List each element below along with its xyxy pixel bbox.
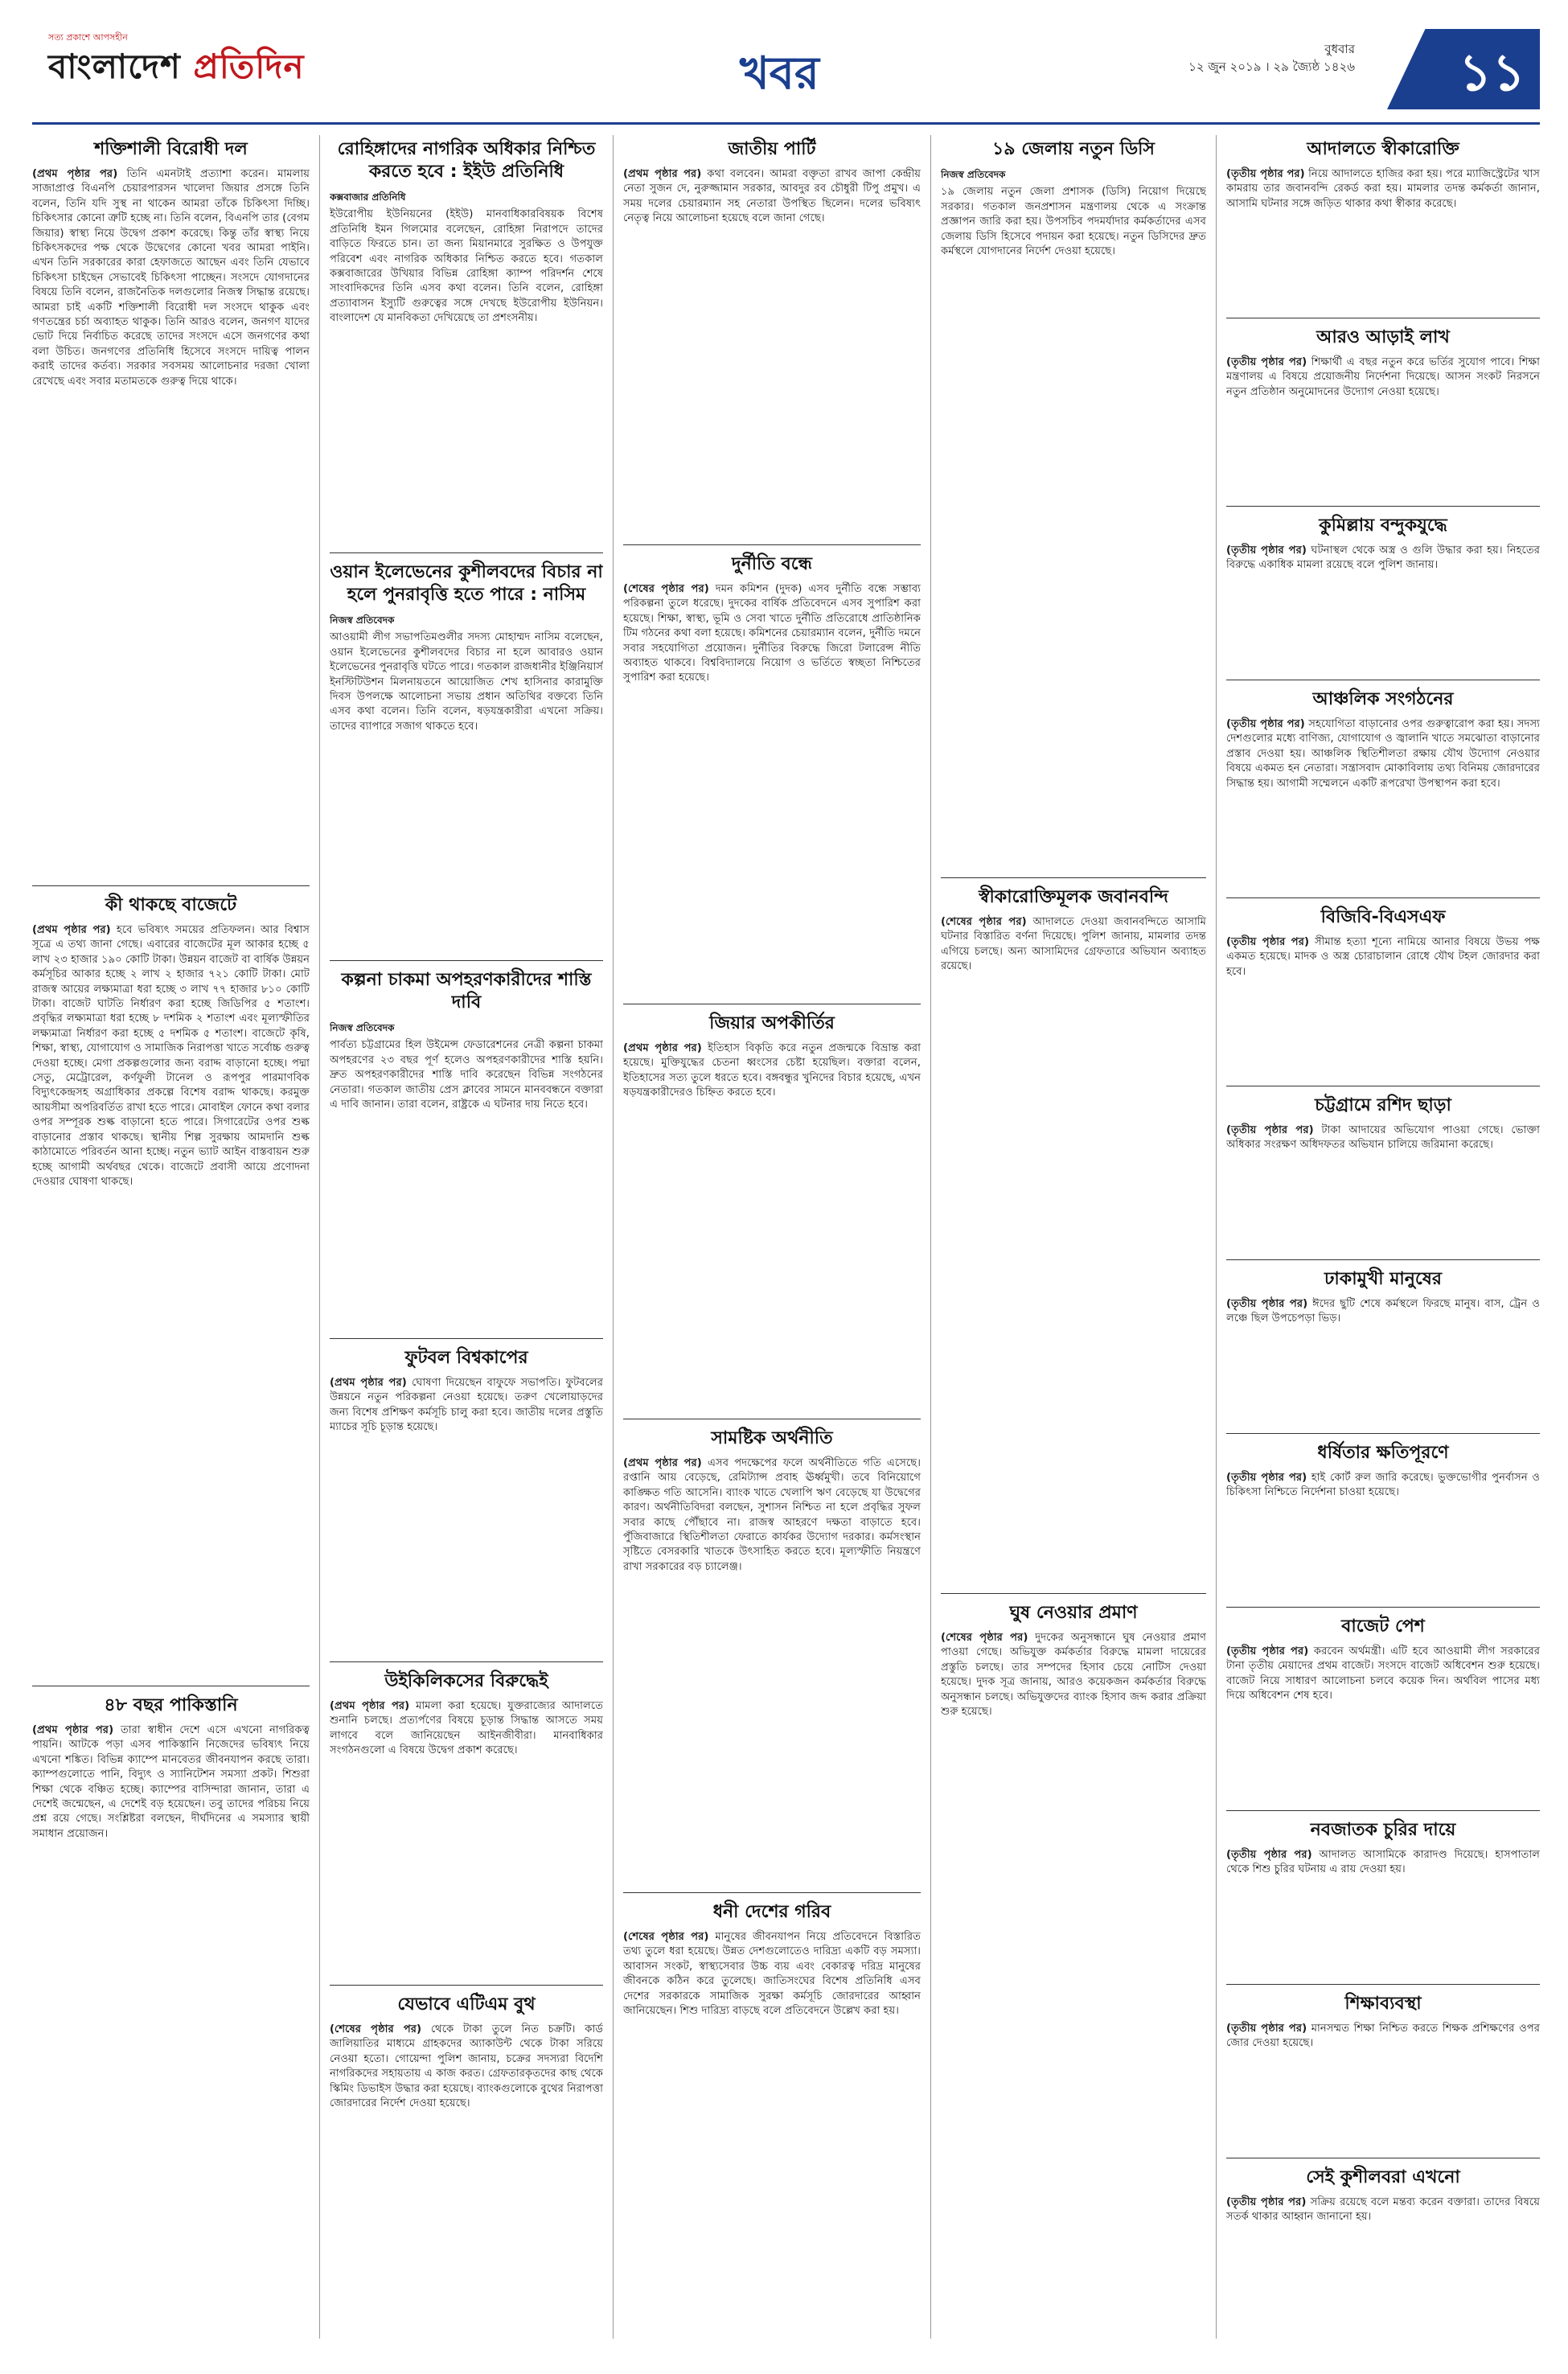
article-text: তিনি এমনটাই প্রত্যাশা করেন। মামলায় সাজাপ্রাপ্ত বিএনপি চেয়ারপারসন খালেদা জিয়ার প্রসঙ্গে তিনি বলেন, তিনি যদি সুস্থ না থাকেন আমরা তাঁকে চিকিৎসা দিচ্ছি। চিকিৎসার কোনো ত্রুটি হচ্ছে না। তিনি বলেন, বিএনপি তার (বেগম জিয়ার) স্বাস্থ্য নিয়ে উদ্বেগ প্রকাশ করেছে। কিন্তু তাঁর স্বাস্থ্য নিয়ে চিকিৎসকদের পক্ষ থেকে উদ্বেগের কোনো খবর আমরা পাইনি। এখন তিনি সরকারের কারা হেফাজতে আছেন এবং তিনি যেভাবে চিকিৎসা চাইছেন সেভাবেই চিকিৎসা পাচ্ছেন। সংসদে যোগদানের বিষয়ে তিনি বলেন, রাজনৈতিক দলগুলোর নিজস্ব সিদ্ধান্ত রয়েছে। আমরা চাই একটি শক্তিশালী বিরোধী দল সংসদে থাকুক এবং গণতন্ত্রের চর্চা অব্যাহত থাকুক। তিনি আরও বলেন, জনগণ যাদের ভোট দিয়ে নির্বাচিত করেছে তাদের সংসদে এসে জনগণের কথা বলা উচিত। জনগণের প্রতিনিধি হিসেবে সংসদে দায়িত্ব পালন করাই তাদের কর্তব্য। সরকার সবসময় আলোচনার দরজা খোলা রেখেছে এবং সবার মতামতকে গুরুত্ব দিয়ে থাকে।	[32, 168, 310, 388]
article-body	[330, 630, 603, 734]
article-text: মানসম্মত শিক্ষা নিশ্চিত করতে শিক্ষক প্রশিক্ষণের ওপর জোর দেওয়া হয়েছে।	[1226, 2023, 1540, 2050]
article-text: হাই কোর্ট রুল জারি করেছে। ভুক্তভোগীর পুনর্বাসন ও চিকিৎসা নিশ্চিতে নির্দেশনা চাওয়া হয়েছে।	[1226, 1472, 1540, 1499]
article-lead: (তৃতীয় পৃষ্ঠার পর)	[1226, 544, 1307, 557]
article	[330, 552, 603, 949]
article-text: দুদকের অনুসন্ধানে ঘুষ নেওয়ার প্রমাণ পাওয়া গেছে। অভিযুক্ত কর্মকর্তার বিরুদ্ধে মামলা দায়েরের প্রস্তুতি চলছে। তার সম্পদের হিসাব চেয়ে নোটিস দেওয়া হয়েছে। দুদক সূত্র জানায়, আরও কয়েকজন কর্মকর্তার বিরুদ্ধে অনুসন্ধান চলছে। অভিযুক্তদের ব্যাংক হিসাব জব্দ করার প্রক্রিয়া শুরু হয়েছে।	[941, 1632, 1206, 1719]
article	[330, 1338, 603, 1650]
article-body	[623, 167, 921, 227]
column-2	[330, 135, 603, 2339]
article-headline[interactable]: জাতীয় পার্টি	[728, 139, 816, 159]
article-headline[interactable]: সেই কুশীলবরা এখনো	[1306, 2167, 1460, 2187]
column-4	[941, 135, 1206, 2339]
article-text: মামলা করা হয়েছে। যুক্তরাজ্যের আদালতে শুনানি চলছে। প্রত্যর্পণের বিষয়ে চূড়ান্ত সিদ্ধান্ত আসতে সময় লাগবে বলে জানিয়েছেন আইনজীবীরা। মানবাধিকার সংগঠনগুলো এ বিষয়ে উদ্বেগ প্রকাশ করেছে।	[330, 1700, 603, 1757]
date: ১২ জুন ২০১৯ । ২৯ জ্যৈষ্ঠ ১৪২৬	[1188, 60, 1355, 74]
article-text: তারা স্বাধীন দেশে এসে এখনো নাগরিকত্ব পায়নি। আটকে পড়া এসব পাকিস্তানি নিজেদের ভবিষ্যৎ নিয়ে এখনো শঙ্কিত। বিভিন্ন ক্যাম্পে মানবেতর জীবনযাপন করছে তারা। ক্যাম্পগুলোতে পানি, বিদ্যুৎ ও স্যানিটেশন সমস্যা প্রকট। শিশুরা শিক্ষা থেকে বঞ্চিত হচ্ছে। ক্যাম্পের বাসিন্দারা জানান, তারা এ দেশেই জন্মেছেন, এ দেশেই বড় হয়েছেন। তবু তাদের পরিচয় নিয়ে প্রশ্ন রয়ে গেছে। সংশ্লিষ্টরা বলছেন, দীর্ঘদিনের এ সমস্যার স্থায়ী সমাধান প্রয়োজন।	[32, 1724, 310, 1840]
column-divider	[930, 135, 931, 2339]
article-body	[623, 1930, 921, 2019]
article-body	[941, 915, 1206, 975]
newspaper-logo[interactable]	[48, 40, 305, 97]
article-text: করবেন অর্থমন্ত্রী। এটি হবে আওয়ামী লীগ সরকারের টানা তৃতীয় মেয়াদের প্রথম বাজেট। সংসদে বাজেট অধিবেশন শুরু হয়েছে। বাজেট নিয়ে সাধারণ আলোচনা চলবে কয়েক দিন। অর্থবিল পাসের মধ্য দিয়ে অধিবেশন শেষ হবে।	[1226, 1645, 1540, 1702]
article	[1226, 1259, 1540, 1422]
article-body	[1226, 355, 1540, 400]
column-divider	[319, 135, 320, 2339]
article	[941, 135, 1206, 866]
article-headline[interactable]: ফুটবল বিশ্বকাপের	[404, 1348, 528, 1368]
article	[623, 1004, 921, 1407]
article	[1226, 1810, 1540, 1973]
article	[623, 1419, 921, 1881]
article	[623, 544, 921, 992]
article-lead: (তৃতীয় পৃষ্ঠার পর)	[1226, 1298, 1308, 1310]
article-text: টাকা আদায়ের অভিযোগ পাওয়া গেছে। ভোক্তা অধিকার সংরক্ষণ অধিদফতর অভিযান চালিয়ে জরিমানা করেছে।	[1226, 1124, 1540, 1152]
article-body	[1226, 2022, 1540, 2052]
article	[32, 1686, 310, 2327]
article-text: দমন কমিশন (দুদক) এসব দুর্নীতি বন্ধে সম্ভাব্য পরিকল্পনা তুলে ধরেছে। দুদকের বার্ষিক প্রতিবেদনে এসব সুপারিশ করা হয়েছে। শিক্ষা, স্বাস্থ্য, ভূমি ও সেবা খাতে দুর্নীতি প্রতিরোধে প্রাতিষ্ঠানিক টিম গঠনের কথা বলা হয়েছে। কমিশনের চেয়ারম্যান বলেন, দুর্নীতি দমনে সবার সহযোগিতা প্রয়োজন। দুর্নীতির বিরুদ্ধে জিরো টলারেন্স নীতি অব্যাহত থাকবে। বিশ্ববিদ্যালয়ে নিয়োগ ও ভর্তিতে স্বচ্ছতা নিশ্চিতের সুপারিশ করা হয়েছে।	[623, 583, 921, 684]
article-headline[interactable]: উইকিলিকসের বিরুদ্ধেই	[384, 1671, 548, 1691]
article-lead: (তৃতীয় পৃষ্ঠার পর)	[1226, 1645, 1309, 1657]
article-text: হবে ভবিষ্যৎ সময়ের প্রতিফলন। আর বিশ্বাস সূত্রে এ তথ্য জানা গেছে। এবারের বাজেটের মূল আকার হচ্ছে ৫ লাখ ২৩ হাজার ১৯০ কোটি টাকা। উন্নয়ন বাজেট বা বার্ষিক উন্নয়ন কর্মসূচির আকার হচ্ছে ২ লাখ ২ হাজার ৭২১ কোটি টাকা। মোট রাজস্ব আয়ের লক্ষ্যমাত্রা ধরা হচ্ছে ৩ লাখ ৭৭ হাজার ৮১০ কোটি টাকা। বাজেট ঘাটতি নির্ধারণ করা হচ্ছে জিডিপির ৫ শতাংশ। প্রবৃদ্ধির লক্ষ্যমাত্রা ধরা হচ্ছে ৮ দশমিক ২ শতাংশ এবং মূল্যস্ফীতির লক্ষ্যমাত্রা নির্ধারণ করা হচ্ছে ৫ দশমিক ৫ শতাংশ। বাজেটে কৃষি, শিক্ষা, স্বাস্থ্য, যোগাযোগ ও সামাজিক নিরাপত্তা খাতে সর্বোচ্চ গুরুত্ব দেওয়া হচ্ছে। মেগা প্রকল্পগুলোর জন্য বরাদ্দ বাড়ানো হচ্ছে। পদ্মা সেতু, মেট্রোরেল, কর্ণফুলী টানেল ও রূপপুর পারমাণবিক বিদ্যুৎকেন্দ্রসহ অগ্রাধিকার প্রকল্পে বিশেষ বরাদ্দ থাকছে। করমুক্ত আয়সীমা অপরিবর্তিত রাখা হতে পারে। মোবাইল ফোনে কথা বলার ওপর সম্পূরক শুল্ক বাড়ানো হতে পারে। সিগারেটের ওপর শুল্ক বাড়ানোর প্রস্তাব থাকছে। স্থানীয় শিল্প সুরক্ষায় আমদানি শুল্ক কাঠামোতে পরিবর্তন আনা হচ্ছে। নতুন ভ্যাট আইন বাস্তবায়ন শুরু হচ্ছে আগামী অর্থবছর থেকে। বাজেটে প্রবাসী আয়ে প্রণোদনা দেওয়ার ঘোষণা থাকছে।	[32, 924, 310, 1188]
article-headline[interactable]: আঞ্চলিক সংগঠনের	[1312, 689, 1454, 709]
article-lead: (প্রথম পৃষ্ঠার পর)	[32, 1724, 114, 1736]
article-text: আদালত আসামিকে কারাদণ্ড দিয়েছে। হাসপাতাল থেকে শিশু চুরির ঘটনায় এ রায় দেওয়া হয়।	[1226, 1849, 1540, 1876]
article	[941, 877, 1206, 1582]
article-headline[interactable]: ধনী দেশের গরিব	[712, 1902, 831, 1922]
article-byline: নিজস্ব প্রতিবেদক	[941, 169, 1006, 180]
article-body	[1226, 717, 1540, 791]
article-text: সহযোগিতা বাড়ানোর ওপর গুরুত্বারোপ করা হয়। সদস্য দেশগুলোর মধ্যে বাণিজ্য, যোগাযোগ ও জ্বালানি খাতে সমঝোতা বাড়ানোর প্রস্তাব দেওয়া হয়। আঞ্চলিক স্থিতিশীলতা রক্ষায় যৌথ উদ্যোগ নেওয়ার বিষয়ে একমত হন নেতারা। সন্ত্রাসবাদ মোকাবিলায় তথ্য বিনিময় জোরদারের সিদ্ধান্ত হয়। আগামী সম্মেলনে একটি রূপরেখা উপস্থাপন করা হবে।	[1226, 718, 1540, 790]
article-headline[interactable]: শিক্ষাব্যবস্থা	[1344, 1994, 1422, 2014]
article-lead: (প্রথম পৃষ্ঠার পর)	[32, 924, 111, 936]
article-headline[interactable]: স্বীকারোক্তিমূলক জবানবন্দি	[979, 887, 1168, 907]
column-1	[32, 135, 310, 2339]
page-number: ১১	[1458, 43, 1525, 103]
article-body	[1226, 1848, 1540, 1878]
column-divider	[1216, 135, 1217, 2339]
article-lead: (প্রথম পৃষ্ঠার পর)	[330, 1377, 407, 1389]
article-body	[330, 1376, 603, 1435]
masthead-rule	[32, 122, 1540, 125]
article-body	[623, 1041, 921, 1101]
article	[1226, 1607, 1540, 1799]
article	[1226, 2158, 1540, 2320]
article-body	[330, 2023, 603, 2111]
article-lead: (শেষের পৃষ্ঠার পর)	[623, 583, 709, 595]
article-text: এসব পদক্ষেপের ফলে অর্থনীতিতে গতি এসেছে। রপ্তানি আয় বেড়েছে, রেমিট্যান্স প্রবাহ ঊর্ধ্বমুখী। তবে বিনিয়োগে কাঙ্ক্ষিত গতি আসেনি। ব্যাংক খাতে খেলাপি ঋণ বেড়েছে যা উদ্বেগের কারণ। অর্থনীতিবিদরা বলছেন, সুশাসন নিশ্চিত না হলে প্রবৃদ্ধির সুফল সবার কাছে পৌঁছাবে না। রাজস্ব আহরণে দক্ষতা বাড়াতে হবে। পুঁজিবাজারে স্থিতিশীলতা ফেরাতে কার্যকর উদ্যোগ দরকার। কর্মসংস্থান সৃষ্টিতে বেসরকারি খাতকে উৎসাহিত করতে হবে। মূল্যস্ফীতি নিয়ন্ত্রণে রাখা সরকারের বড় চ্যালেঞ্জ।	[623, 1457, 921, 1573]
logo-tagline: সত্য প্রকাশে আপসহীন	[48, 32, 128, 43]
article-body	[32, 923, 310, 1189]
article-byline: নিজস্ব প্রতিবেদক	[330, 614, 395, 626]
article	[941, 1593, 1206, 2327]
article-body	[1226, 1645, 1540, 1704]
article-lead: (প্রথম পৃষ্ঠার পর)	[330, 1700, 410, 1712]
article	[330, 960, 603, 1327]
article-lead: (শেষের পৃষ্ঠার পর)	[941, 1632, 1028, 1644]
article-headline[interactable]: ঘুষ নেওয়ার প্রমাণ	[1009, 1603, 1138, 1623]
weekday: বুধবার	[1324, 42, 1355, 56]
article-body	[330, 1038, 603, 1112]
article-lead: (প্রথম পৃষ্ঠার পর)	[623, 1457, 702, 1469]
article-body	[1226, 1471, 1540, 1501]
article-text: ইতিহাস বিকৃতি করে নতুন প্রজন্মকে বিভ্রান্ত করা হয়েছে। মুক্তিযুদ্ধের চেতনা ধ্বংসের চেষ্টা হয়েছিল। বক্তারা বলেন, ইতিহাসের সত্য তুলে ধরতে হবে। বঙ্গবন্ধুর খুনিদের বিচার হয়েছে, এখন ষড়যন্ত্রকারীদেরও চিহ্নিত করতে হবে।	[623, 1042, 921, 1099]
article-body	[1226, 2195, 1540, 2225]
article	[1226, 897, 1540, 1074]
article-headline[interactable]: ধর্ষিতার ক্ষতিপূরণে	[1317, 1443, 1449, 1463]
article-lead: (তৃতীয় পৃষ্ঠার পর)	[1226, 1124, 1314, 1136]
article-body	[941, 1631, 1206, 1719]
article-body	[330, 207, 603, 326]
dateline	[1188, 40, 1355, 76]
masthead	[32, 23, 1540, 119]
article-headline[interactable]: ১৯ জেলায় নতুন ডিসি	[992, 139, 1155, 159]
article-lead: (তৃতীয় পৃষ্ঠার পর)	[1226, 1472, 1307, 1484]
article-headline[interactable]: বিজিবি-বিএসএফ	[1320, 907, 1446, 927]
article-lead: (তৃতীয় পৃষ্ঠার পর)	[1226, 2023, 1307, 2035]
article-headline[interactable]: শক্তিশালী বিরোধী দল	[94, 139, 248, 159]
article-text: ঘটনাস্থল থেকে অস্ত্র ও গুলি উদ্ধার করা হয়। নিহতের বিরুদ্ধে একাধিক মামলা রয়েছে বলে পুলিশ জানায়।	[1226, 544, 1540, 572]
article-text: কথা বলবেন। আমরা বক্তৃতা রাখব জাপা কেন্দ্রীয় নেতা সুজন দে, নুরুজ্জামান সরকার, আবদুর রব চৌধুরী টিপু প্রমুখ। এ সময় দলের চেয়ারম্যান সহ নেতারা উপস্থিত ছিলেন। দলের ভবিষ্যৎ নেতৃত্ব নিয়ে আলোচনা হয়েছে বলে জানা গেছে।	[623, 168, 921, 225]
article-text: সক্রিয় রয়েছে বলে মন্তব্য করেন বক্তারা। তাদের বিষয়ে সতর্ক থাকার আহ্বান জানানো হয়।	[1226, 2196, 1540, 2224]
article-text: সীমান্ত হত্যা শূন্যে নামিয়ে আনার বিষয়ে উভয় পক্ষ একমত হয়েছে। মাদক ও অস্ত্র চোরাচালান রোধে যৌথ টহল জোরদার করা হবে।	[1226, 936, 1540, 978]
column-5	[1226, 135, 1540, 2339]
article-body	[32, 1723, 310, 1842]
article-headline[interactable]: কল্পনা চাকমা অপহরণকারীদের শাস্তি দাবি	[341, 970, 592, 1012]
article-lead: (প্রথম পৃষ্ঠার পর)	[32, 168, 118, 180]
article-headline[interactable]: সামষ্টিক অর্থনীতি	[711, 1428, 833, 1448]
column-divider	[613, 135, 614, 2339]
article-lead: (প্রথম পৃষ্ঠার পর)	[623, 1042, 702, 1054]
article	[1226, 318, 1540, 495]
article-text: আওয়ামী লীগ সভাপতিমণ্ডলীর সদস্য মোহাম্মদ নাসিম বলেছেন, ওয়ান ইলেভেনের কুশীলবদের বিচার না হলে আবারও ওয়ান ইলেভেনের পুনরাবৃত্তি ঘটতে পারে। গতকাল রাজধানীর ইঞ্জিনিয়ার্স ইনস্টিটিউশন মিলনায়তনে আয়োজিত শেখ হাসিনার কারামুক্তি দিবস উপলক্ষে আলোচনা সভায় প্রধান অতিথির বক্তব্যে তিনি এসব কথা বলেন। তিনি বলেন, ষড়যন্ত্রকারীরা এখনো সক্রিয়। তাদের ব্যাপারে সজাগ থাকতে হবে।	[330, 631, 603, 733]
article-headline[interactable]: জিয়ার অপকীর্তির	[709, 1013, 835, 1033]
logo-part2: প্রতিদিন	[193, 47, 305, 86]
article-lead: (শেষের পৃষ্ঠার পর)	[623, 1931, 709, 1943]
article-body	[941, 185, 1206, 259]
article-text: পার্বত্য চট্টগ্রামের হিল উইমেন্স ফেডারেশনের নেত্রী কল্পনা চাকমা অপহরণের ২৩ বছর পূর্ণ হলেও অপহরণকারীদের শাস্তি হয়নি। দ্রুত অপহরণকারীদের শাস্তি দাবি করেছেন বিভিন্ন সংগঠনের নেতারা। গতকাল জাতীয় প্রেস ক্লাবের সামনে মানববন্ধনে বক্তারা এ দাবি জানান। তারা বলেন, রাষ্ট্রকে এ ঘটনার দায় নিতে হবে।	[330, 1039, 603, 1111]
article	[1226, 506, 1540, 668]
article-headline[interactable]: কুমিল্লায় বন্দুকযুদ্ধে	[1319, 515, 1447, 536]
article-headline[interactable]: কী থাকছে বাজেটে	[105, 895, 237, 915]
article-body	[1226, 167, 1540, 212]
article-lead: (প্রথম পৃষ্ঠার পর)	[623, 168, 702, 180]
article-text: ১৯ জেলায় নতুন জেলা প্রশাসক (ডিসি) নিয়োগ দিয়েছে সরকার। গতকাল জনপ্রশাসন মন্ত্রণালয় থেকে এ সংক্রান্ত প্রজ্ঞাপন জারি করা হয়। উপসচিব পদমর্যাদার কর্মকর্তাদের এসব জেলায় ডিসি হিসেবে পদায়ন করা হয়েছে। নতুন ডিসিদের দ্রুত কর্মস্থলে যোগদানের নির্দেশ দেওয়া হয়েছে।	[941, 186, 1206, 258]
article-headline[interactable]: আরও আড়াই লাখ	[1316, 327, 1450, 347]
article-body	[1226, 935, 1540, 980]
article-lead: (তৃতীয় পৃষ্ঠার পর)	[1226, 718, 1305, 730]
article-body	[330, 1699, 603, 1759]
article	[1226, 680, 1540, 886]
article-byline: কক্সবাজার প্রতিনিধি	[330, 191, 406, 203]
article-text: থেকে টাকা তুলে নিত চক্রটি। কার্ড জালিয়াতির মাধ্যমে গ্রাহকদের অ্যাকাউন্ট থেকে টাকা সরিয়ে নেওয়া হতো। গোয়েন্দা পুলিশ জানায়, চক্রের সদস্যরা বিদেশি নাগরিকদের সহায়তায় এ কাজ করত। গ্রেফতারকৃতদের কাছ থেকে স্কিমিং ডিভাইস উদ্ধার করা হয়েছে। ব্যাংকগুলোকে বুথের নিরাপত্তা জোরদারের নির্দেশ দেওয়া হয়েছে।	[330, 2023, 603, 2110]
article-headline[interactable]: ৪৮ বছর পাকিস্তানি	[104, 1695, 238, 1715]
article-headline[interactable]: আদালতে স্বীকারোক্তি	[1307, 139, 1459, 159]
column-3	[623, 135, 921, 2339]
article-body	[32, 167, 310, 389]
article	[1226, 1984, 1540, 2146]
article	[623, 1892, 921, 2325]
article-text: শিক্ষার্থী এ বছর নতুন করে ভর্তির সুযোগ পাবে। শিক্ষা মন্ত্রণালয় এ বিষয়ে প্রয়োজনীয় নির্দেশনা দিয়েছে। আসন সংকট নিরসনে নতুন প্রতিষ্ঠান অনুমোদনের উদ্যোগ নেওয়া হয়েছে।	[1226, 356, 1540, 398]
logo-part1: বাংলাদেশ	[48, 47, 194, 86]
article-text: আদালতে দেওয়া জবানবন্দিতে আসামি ঘটনার বিস্তারিত বর্ণনা দিয়েছে। পুলিশ জানায়, মামলার তদন্ত এগিয়ে চলছে। অন্য আসামিদের গ্রেফতারে অভিযান অব্যাহত রয়েছে।	[941, 916, 1206, 973]
article-body	[1226, 544, 1540, 573]
article-lead: (শেষের পৃষ্ঠার পর)	[941, 916, 1027, 928]
article	[330, 135, 603, 541]
article-headline[interactable]: যেভাবে এটিএম বুথ	[397, 1994, 536, 2015]
article-body	[1226, 1123, 1540, 1153]
article	[32, 885, 310, 1674]
article-headline[interactable]: ওয়ান ইলেভেনের কুশীলবদের বিচার না হলে পুনরাবৃত্তি হতে পারে : নাসিম	[330, 562, 603, 605]
article	[32, 135, 310, 874]
article-body	[1226, 1297, 1540, 1327]
article-text: ঘোষণা দিয়েছেন বাফুফে সভাপতি। ফুটবলের উন্নয়নে নতুন পরিকল্পনা নেওয়া হয়েছে। তরুণ খেলোয়াড়দের জন্য বিশেষ প্রশিক্ষণ কর্মসূচি চালু করা হবে। জাতীয় দলের প্রস্তুতি ম্যাচের সূচি চূড়ান্ত হয়েছে।	[330, 1377, 603, 1434]
article	[330, 1661, 603, 1974]
article-body	[623, 1456, 921, 1575]
article-lead: (শেষের পৃষ্ঠার পর)	[330, 2023, 422, 2035]
article	[1226, 1086, 1540, 1248]
article-text: ইউরোপীয় ইউনিয়নের (ইইউ) মানবাধিকারবিষয়ক বিশেষ প্রতিনিধি ইমন গিলমোর বলেছেন, রোহিঙ্গা নিরাপদে তাদের বাড়িতে ফিরতে চান। তা জন্য মিয়ানমারে সুরক্ষিত ও উপযুক্ত পরিবেশ এবং নাগরিক অধিকার নিশ্চিত করতে হবে। গতকাল কক্সবাজারের উখিয়ার বিভিন্ন রোহিঙ্গা ক্যাম্প পরিদর্শন শেষে সাংবাদিকদের তিনি এসব কথা বলেন। তিনি বলেন, রোহিঙ্গা প্রত্যাবাসন ইস্যুটি গুরুত্বের সঙ্গে দেখছে ইউরোপীয় ইউনিয়ন। বাংলাদেশ যে মানবিকতা দেখিয়েছে তা প্রশংসনীয়।	[330, 208, 603, 325]
article-headline[interactable]: দুর্নীতি বন্ধে	[732, 554, 812, 574]
article	[1226, 135, 1540, 306]
article	[1226, 1433, 1540, 1596]
article-text: ঈদের ছুটি শেষে কর্মস্থলে ফিরছে মানুষ। বাস, ট্রেন ও লঞ্চে ছিল উপচেপড়া ভিড়।	[1226, 1298, 1540, 1325]
article-lead: (তৃতীয় পৃষ্ঠার পর)	[1226, 1849, 1312, 1861]
article-headline[interactable]: বাজেট পেশ	[1341, 1616, 1425, 1637]
article	[330, 1985, 603, 2326]
article-text: মানুষের জীবনযাপন নিয়ে প্রতিবেদনে বিস্তারিত তথ্য তুলে ধরা হয়েছে। উন্নত দেশগুলোতেও দারিদ্র্য একটি বড় সমস্যা। আবাসন সংকট, স্বাস্থ্যসেবার উচ্চ ব্যয় এবং বেকারত্ব দরিদ্র মানুষের জীবনকে কঠিন করে তুলেছে। জাতিসংঘের বিশেষ প্রতিনিধি এসব দেশের সরকারকে সামাজিক সুরক্ষা কর্মসূচি জোরদারের আহ্বান জানিয়েছেন। শিশু দারিদ্র্য বাড়ছে বলে প্রতিবেদনে উল্লেখ করা হয়।	[623, 1931, 921, 2018]
article-byline: নিজস্ব প্রতিবেদক	[330, 1022, 395, 1033]
article-lead: (তৃতীয় পৃষ্ঠার পর)	[1226, 936, 1309, 948]
section-title: খবর	[740, 47, 819, 100]
article-headline[interactable]: চট্টগ্রামে রশিদ ছাড়া	[1315, 1095, 1451, 1115]
article-body	[623, 582, 921, 686]
article-headline[interactable]: ঢাকামুখী মানুষের	[1324, 1269, 1442, 1289]
article-headline[interactable]: নবজাতক চুরির দায়ে	[1310, 1820, 1456, 1840]
article-text: নিয়ে আদালতে হাজির করা হয়। পরে ম্যাজিস্ট্রেটের খাস কামরায় তার জবানবন্দি রেকর্ড করা হয়। মামলার তদন্ত কর্মকর্তা জানান, আসামি ঘটনার সঙ্গে জড়িত থাকার কথা স্বীকার করেছে।	[1226, 168, 1540, 210]
article-lead: (তৃতীয় পৃষ্ঠার পর)	[1226, 356, 1307, 368]
article-lead: (তৃতীয় পৃষ্ঠার পর)	[1226, 2196, 1307, 2208]
article	[623, 135, 921, 533]
article-lead: (তৃতীয় পৃষ্ঠার পর)	[1226, 168, 1305, 180]
article-headline[interactable]: রোহিঙ্গাদের নাগরিক অধিকার নিশ্চিত করতে হবে : ইইউ প্রতিনিধি	[337, 139, 596, 182]
